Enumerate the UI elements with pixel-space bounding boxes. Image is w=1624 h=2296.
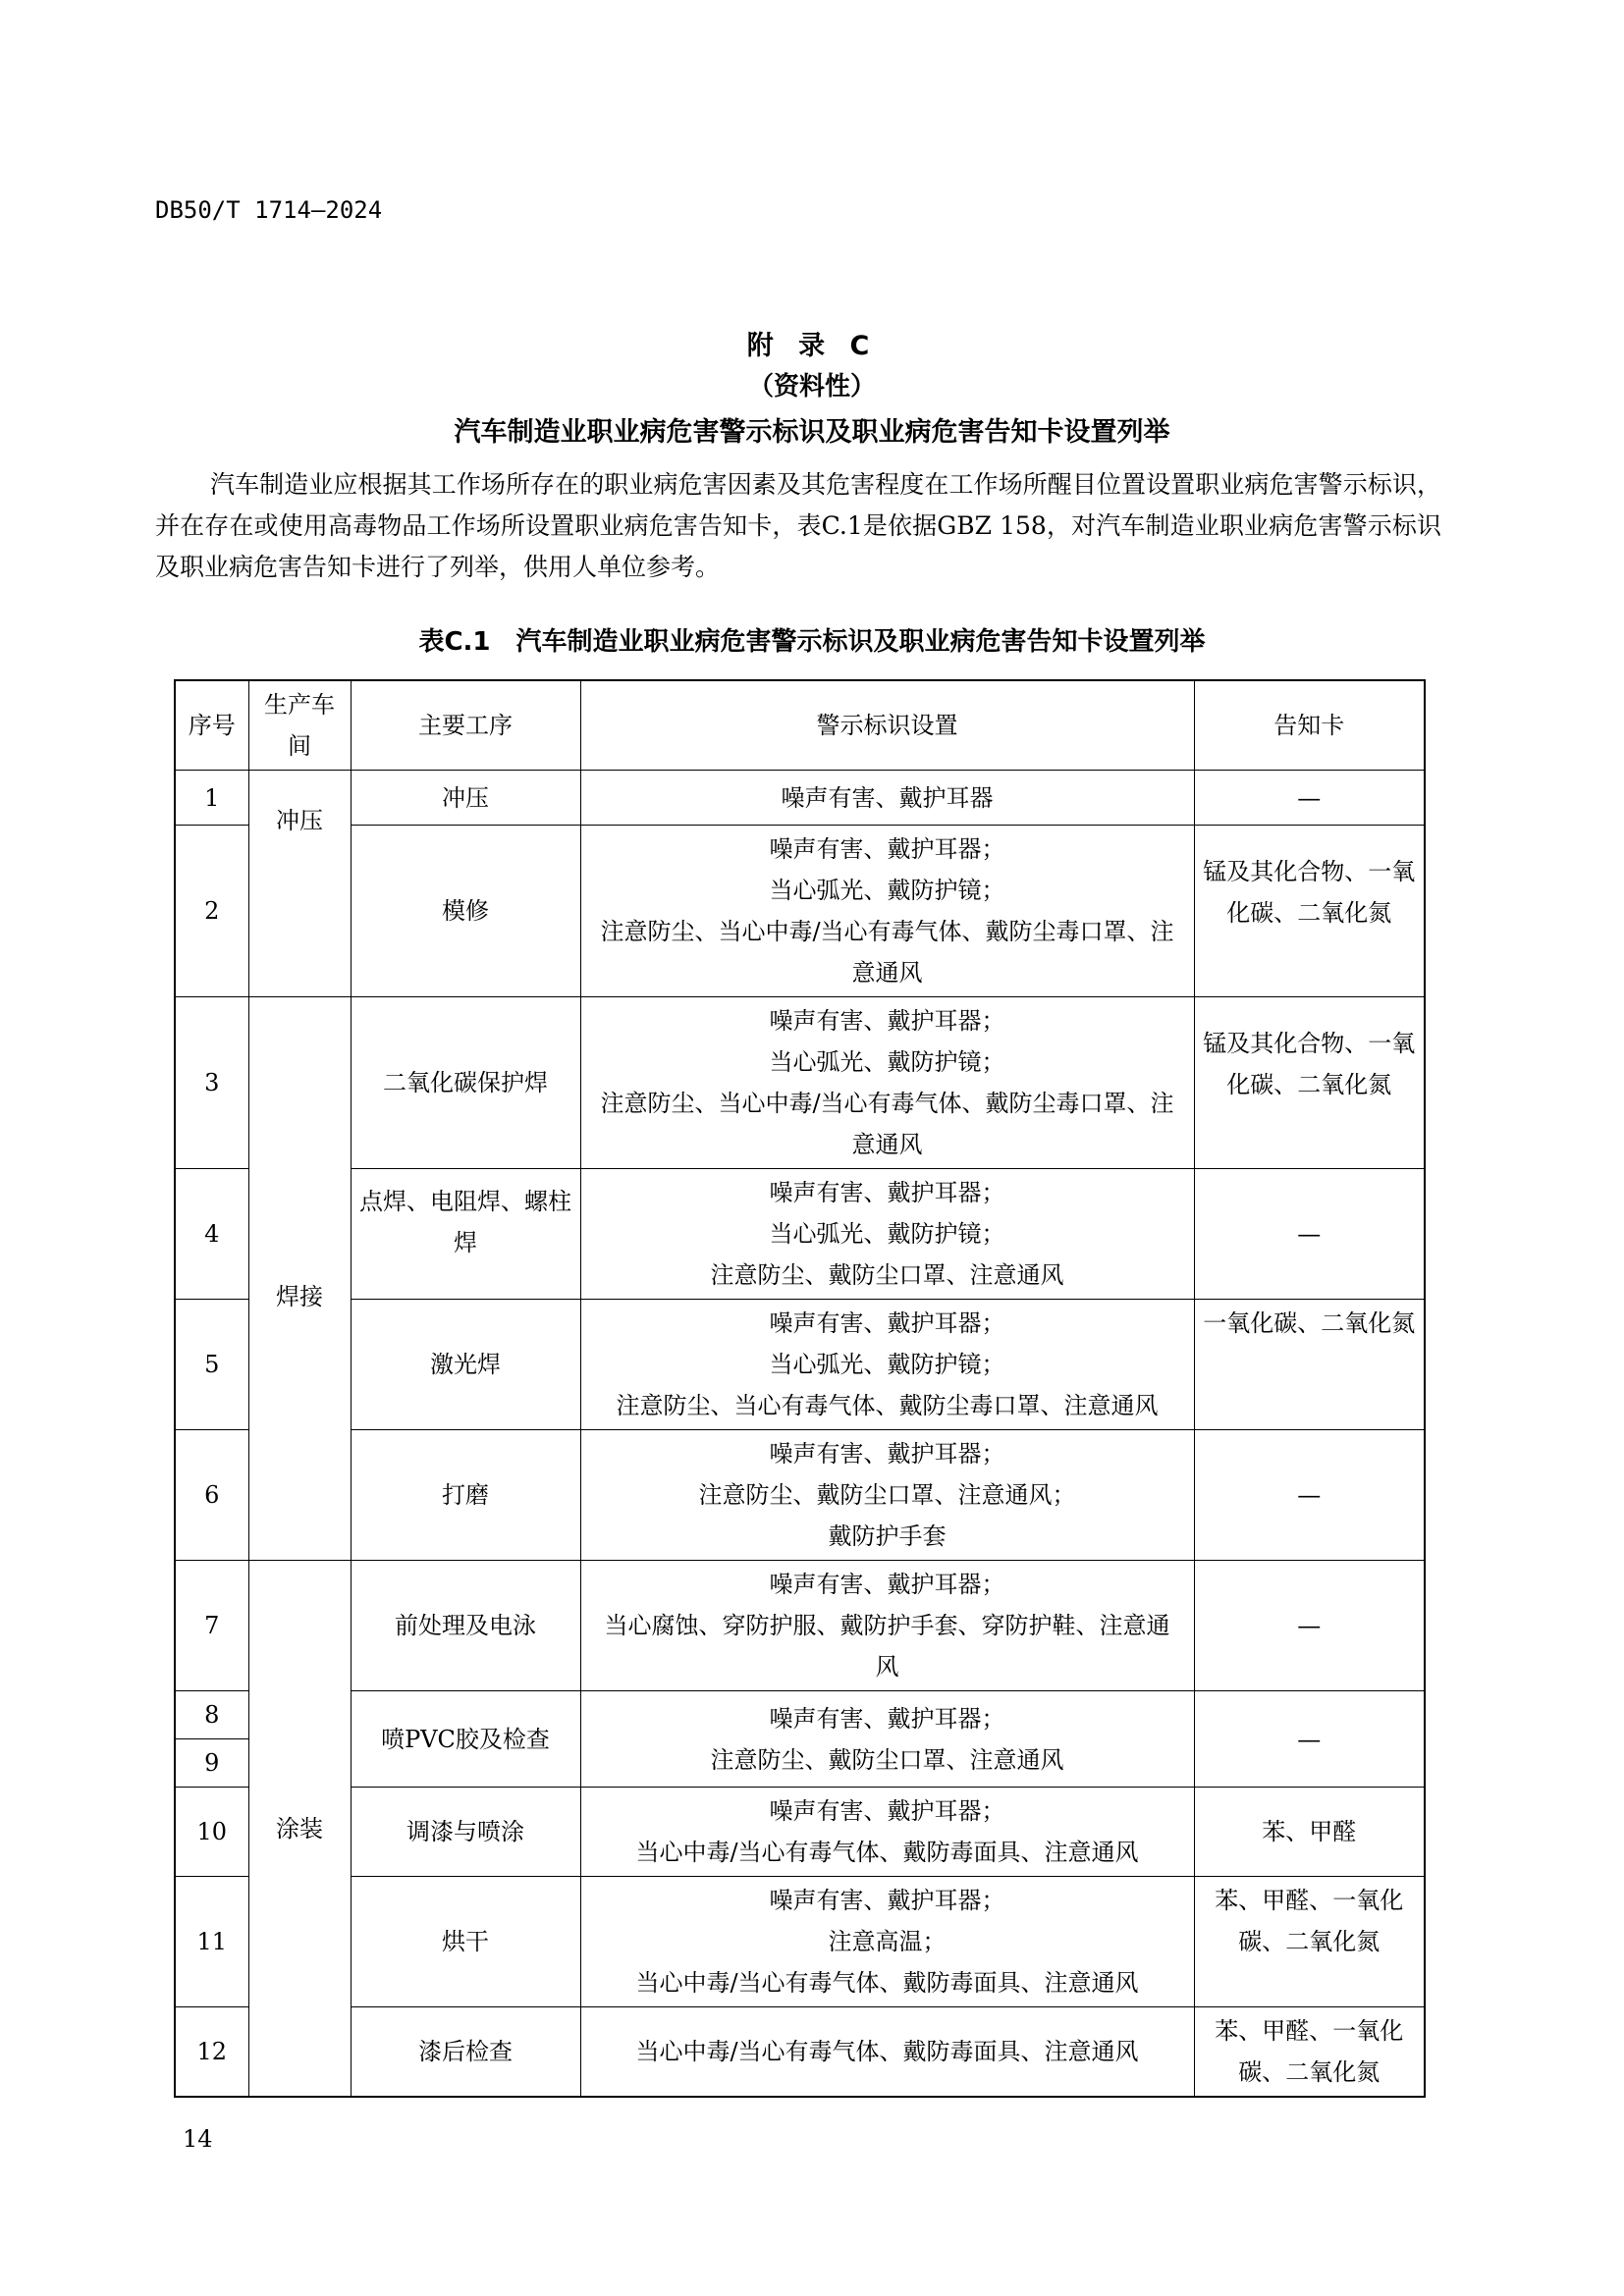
card-line: — (1297, 1725, 1322, 1753)
process-cell: 喷PVC胶及检查 (351, 1691, 580, 1788)
card-line: — (1297, 1220, 1322, 1248)
card-cell (1194, 1561, 1425, 1691)
card-cell (1194, 1169, 1425, 1300)
signs-cell (580, 826, 1194, 997)
table-row (175, 1561, 1425, 1691)
document-number: DB50/T 1714—2024 (155, 196, 383, 224)
sign-line: 当心中毒/当心有毒气体、戴防毒面具、注意通风 (635, 2038, 1139, 2065)
sign-line: 注意高温； (828, 1928, 947, 1955)
card-cell (1194, 1877, 1425, 2007)
table-row (175, 1877, 1425, 2007)
sign-line: 噪声有害、戴护耳器； (769, 835, 1005, 863)
row-number: 2 (175, 826, 248, 997)
card-cell (1194, 1788, 1425, 1877)
signs-cell (580, 771, 1194, 826)
table-row (175, 1169, 1425, 1300)
sign-line: 风 (875, 1653, 899, 1681)
header-cell: 告知卡 (1194, 680, 1425, 771)
row-number: 3 (175, 997, 248, 1169)
process-cell: 漆后检查 (351, 2007, 580, 2098)
signs-cell (580, 1430, 1194, 1561)
card-line: — (1297, 1481, 1322, 1509)
sign-line: 注意防尘、当心中毒/当心有毒气体、戴防尘毒口罩、注 (600, 918, 1174, 945)
card-line: 一氧化碳、二氧化氮 (1203, 1309, 1416, 1337)
signs-cell (580, 1877, 1194, 2007)
process-cell (351, 1169, 580, 1300)
process-cell: 打磨 (351, 1430, 580, 1561)
row-number: 4 (175, 1169, 248, 1300)
card-cell (1194, 771, 1425, 826)
row-number: 5 (175, 1300, 248, 1430)
sign-line: 噪声有害、戴护耳器 (781, 783, 994, 812)
card-cell (1194, 1300, 1425, 1430)
signs-cell (580, 997, 1194, 1169)
sign-line: 注意防尘、当心有毒气体、戴防尘毒口罩、注意通风 (616, 1392, 1159, 1419)
workshop-cell: 冲压 (248, 771, 351, 997)
card-cell (1194, 1691, 1425, 1788)
card-cell (1194, 997, 1425, 1169)
sign-line: 噪声有害、戴护耳器； (769, 1571, 1005, 1598)
row-number: 1 (175, 771, 248, 826)
process-line: 点焊、电阻焊、螺柱 (359, 1188, 571, 1215)
card-line: — (1297, 783, 1322, 812)
table-row (175, 2007, 1425, 2098)
signs-cell (580, 2007, 1194, 2098)
table-row (175, 1788, 1425, 1877)
workshop-cell: 焊接 (248, 997, 351, 1561)
sign-line: 注意防尘、戴防尘口罩、注意通风 (710, 1745, 1064, 1774)
card-cell (1194, 826, 1425, 997)
signs-cell (580, 1300, 1194, 1430)
sign-line: 当心腐蚀、穿防护服、戴防护手套、穿防护鞋、注意通 (604, 1612, 1170, 1639)
card-line: 化碳、二氧化氮 (1226, 1071, 1392, 1098)
sign-line: 当心中毒/当心有毒气体、戴防毒面具、注意通风 (635, 1839, 1139, 1866)
sign-line: 噪声有害、戴护耳器； (769, 1179, 1005, 1206)
row-number: 10 (175, 1788, 248, 1877)
row-number: 7 (175, 1561, 248, 1691)
signs-cell (580, 1561, 1194, 1691)
card-line: 苯、甲醛 (1262, 1818, 1357, 1845)
table-row (175, 826, 1425, 997)
workshop-cell: 涂装 (248, 1561, 351, 2098)
card-line: 锰及其化合物、一氧 (1203, 858, 1416, 885)
appendix-nature: （资料性） (747, 372, 876, 401)
sign-line: 注意防尘、当心中毒/当心有毒气体、戴防尘毒口罩、注 (600, 1090, 1174, 1117)
header-cell: 警示标识设置 (580, 680, 1194, 771)
card-line: 苯、甲醛、一氧化 (1215, 1887, 1404, 1914)
process-cell: 冲压 (351, 771, 580, 826)
sign-line: 当心中毒/当心有毒气体、戴防毒面具、注意通风 (635, 1969, 1139, 1997)
table-header-row (175, 680, 1425, 771)
sign-line: 噪声有害、戴护耳器； (769, 1440, 1005, 1468)
process-cell: 烘干 (351, 1877, 580, 2007)
card-cell (1194, 2007, 1425, 2098)
appendix-title: 附 录 C (746, 331, 878, 361)
process-cell: 前处理及电泳 (351, 1561, 580, 1691)
row-number: 12 (175, 2007, 248, 2098)
sign-line: 噪声有害、戴护耳器； (769, 1007, 1005, 1035)
process-cell: 二氧化碳保护焊 (351, 997, 580, 1169)
sign-line: 当心弧光、戴防护镜； (769, 1220, 1005, 1248)
appendix-heading: 汽车制造业职业病危害警示标识及职业病危害告知卡设置列举 (454, 417, 1170, 448)
card-line: 锰及其化合物、一氧 (1203, 1030, 1416, 1057)
process-cell: 激光焊 (351, 1300, 580, 1430)
card-line: — (1297, 1612, 1322, 1639)
card-cell (1194, 1430, 1425, 1561)
sign-line: 噪声有害、戴护耳器； (769, 1887, 1005, 1914)
table-caption: 表C.1 汽车制造业职业病危害警示标识及职业病危害告知卡设置列举 (418, 627, 1206, 657)
process-line: 焊 (454, 1229, 477, 1256)
table-row (175, 1691, 1425, 1739)
sign-line: 当心弧光、戴防护镜； (769, 1048, 1005, 1076)
table-row (175, 997, 1425, 1169)
intro-paragraph: 汽车制造业应根据其工作场所存在的职业病危害因素及其危害程度在工作场所醒目位置设置职业病危害警示标识，并在存在或使用高毒物品工作场所设置职业病危害告知卡，表C.1是依据GBZ 158，对汽车制造业职业病危害警示标识及职业病危害告知卡进行了列举，供用人单位参考。 (155, 470, 1441, 581)
header-cell: 生产车间 (248, 680, 351, 771)
sign-line: 意通风 (851, 1131, 923, 1158)
card-line: 碳、二氧化氮 (1238, 1928, 1380, 1955)
header-cell: 主要工序 (351, 680, 580, 771)
sign-line: 注意防尘、戴防尘口罩、注意通风 (710, 1261, 1064, 1289)
process-cell: 调漆与喷涂 (351, 1788, 580, 1877)
sign-line: 噪声有害、戴护耳器； (769, 1797, 1005, 1825)
sign-line: 噪声有害、戴护耳器； (769, 1309, 1005, 1337)
table-row (175, 771, 1425, 826)
card-line: 苯、甲醛、一氧化 (1215, 2017, 1404, 2045)
signs-cell (580, 1788, 1194, 1877)
row-number: 9 (175, 1739, 248, 1788)
process-cell: 模修 (351, 826, 580, 997)
row-number: 11 (175, 1877, 248, 2007)
sign-line: 噪声有害、戴护耳器； (769, 1704, 1005, 1733)
sign-line: 戴防护手套 (828, 1522, 947, 1550)
sign-line: 意通风 (851, 959, 923, 987)
signs-cell (580, 1691, 1194, 1788)
table-row (175, 1430, 1425, 1561)
card-line: 碳、二氧化氮 (1238, 2058, 1380, 2086)
table-row (175, 1300, 1425, 1430)
row-number: 6 (175, 1430, 248, 1561)
page-number: 14 (183, 2125, 213, 2153)
sign-line: 注意防尘、戴防尘口罩、注意通风； (698, 1481, 1076, 1509)
signs-cell (580, 1169, 1194, 1300)
hazard-sign-table (174, 679, 1426, 2098)
card-line: 化碳、二氧化氮 (1226, 899, 1392, 927)
row-number: 8 (175, 1691, 248, 1739)
sign-line: 当心弧光、戴防护镜； (769, 1351, 1005, 1378)
header-cell: 序号 (175, 680, 248, 771)
sign-line: 当心弧光、戴防护镜； (769, 877, 1005, 904)
